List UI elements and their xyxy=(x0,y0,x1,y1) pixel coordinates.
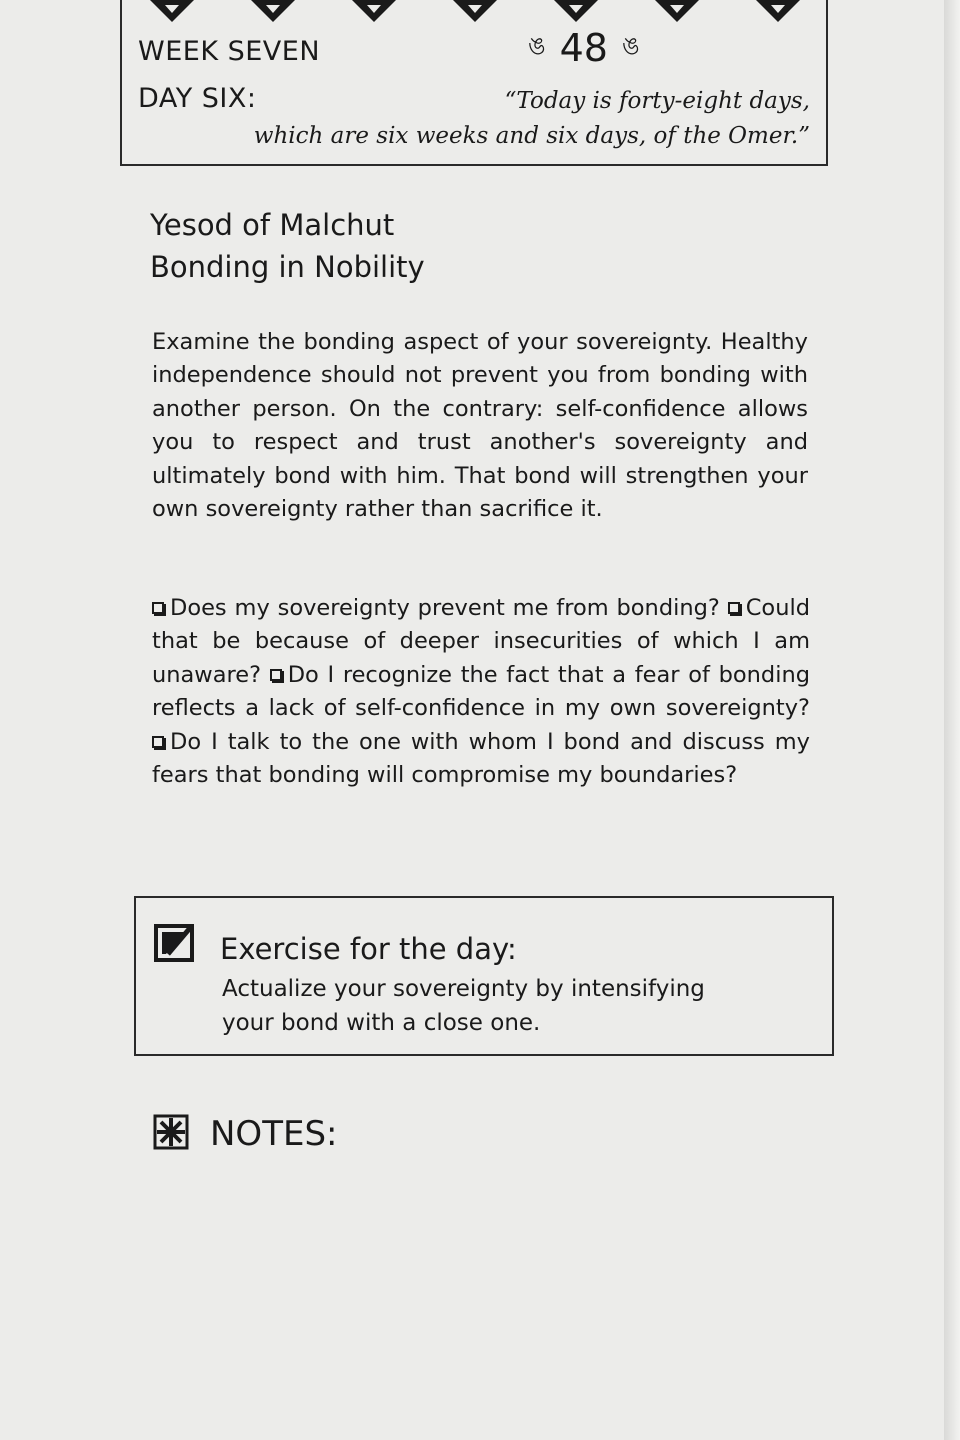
page-title xyxy=(150,204,425,288)
diamond-ornament-icon xyxy=(756,0,800,22)
omer-count-text xyxy=(190,84,810,154)
page-edge xyxy=(944,0,960,1440)
checkbox-icon xyxy=(152,602,164,614)
exercise-text xyxy=(222,972,802,1040)
checkbox-icon xyxy=(728,602,740,614)
count-line-2: which are six weeks and six days, of the Omer.” xyxy=(253,123,810,149)
exercise-line-2: your bond with a close one. xyxy=(222,1010,541,1036)
question-text: Could that be because of deeper insecurities of which I am unaware? xyxy=(152,595,810,688)
question-text: Do I talk to the one with whom I bond and discuss my fears that bonding will compromise my boundaries? xyxy=(152,728,810,789)
reflection-questions xyxy=(152,592,810,792)
question-text: Does my sovereignty prevent me from bonding? xyxy=(170,595,720,621)
day-number-value: 48 xyxy=(559,26,608,70)
diamond-ornament-icon xyxy=(655,0,699,22)
count-line-1: “Today is forty-eight days, xyxy=(504,88,810,114)
exercise-line-1: Actualize your sovereignty by intensifying xyxy=(222,976,705,1002)
diamond-ornament-icon xyxy=(251,0,295,22)
asterisk-box-icon xyxy=(153,1114,189,1150)
question-item xyxy=(152,729,810,788)
day-number xyxy=(528,26,640,70)
diamond-ornament-icon xyxy=(453,0,497,22)
title-line-2: Bonding in Nobility xyxy=(150,250,425,284)
title-line-1: Yesod of Malchut xyxy=(150,208,395,242)
exercise-heading: Exercise for the day: xyxy=(220,932,517,966)
question-item xyxy=(152,595,720,621)
diamond-ornament-row xyxy=(150,0,800,26)
body-paragraph: Examine the bonding aspect of your sovereignty. Healthy independence should not prevent you from bonding with another person. On the contrary: self-confidence allows you to respect and trust another's sovereignty and ultimately bond with him. That bond will strengthen your own sovereignty rather than sacrifice it. xyxy=(152,329,808,523)
question-text: Do I recognize the fact that a fear of bonding reflects a lack of self-confidence in my own sovereignty? xyxy=(152,661,810,722)
diamond-ornament-icon xyxy=(352,0,396,22)
flourish-icon: ঙ xyxy=(528,32,546,60)
diamond-ornament-icon xyxy=(150,0,194,22)
day-label: DAY SIX: xyxy=(138,83,257,114)
week-label: WEEK SEVEN xyxy=(138,36,321,67)
checkbox-icon xyxy=(152,736,164,748)
diamond-ornament-icon xyxy=(554,0,598,22)
checkbox-icon xyxy=(270,669,282,681)
notes-label: NOTES: xyxy=(210,1114,338,1154)
flourish-icon: ঙ xyxy=(621,32,640,60)
checked-box-icon xyxy=(154,922,198,964)
